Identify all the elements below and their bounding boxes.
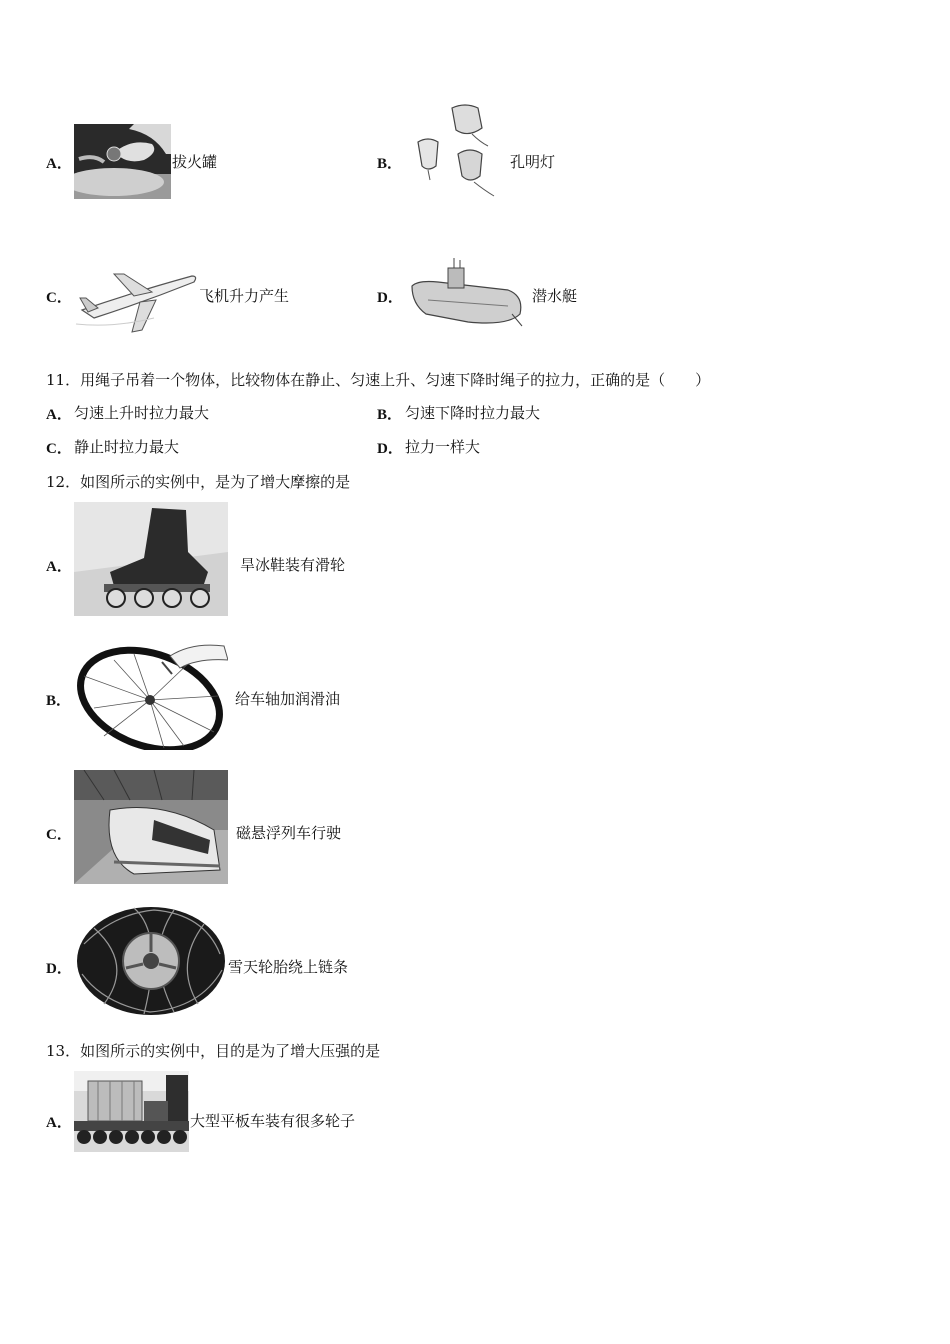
submarine-icon — [408, 256, 526, 336]
option-letter: B． — [46, 693, 72, 709]
sky-lanterns-icon — [410, 102, 500, 200]
option-letter: A． — [46, 559, 72, 575]
flatbed-truck-icon — [74, 1071, 189, 1152]
airplane-icon — [74, 262, 199, 340]
option-letter: D． — [46, 961, 72, 977]
question-stem: 12．如图所示的实例中，是为了增大摩擦的是 — [46, 473, 351, 491]
bicycle-wheel-icon — [74, 636, 228, 750]
option-letter: B． — [377, 407, 403, 423]
option-letter: A． — [46, 156, 72, 172]
option-text: 拔火罐 — [172, 153, 218, 171]
option-text: 雪天轮胎绕上链条 — [228, 958, 349, 976]
option-text: 磁悬浮列车行驶 — [236, 824, 342, 842]
cupping-photo-icon — [74, 124, 171, 199]
option-text: 静止时拉力最大 — [74, 438, 180, 456]
option-letter: A． — [46, 407, 72, 423]
option-letter: C． — [46, 827, 72, 843]
question-stem: 11．用绳子吊着一个物体，比较物体在静止、匀速上升、匀速下降时绳子的拉力，正确的是（ ） — [46, 371, 711, 389]
option-text: 匀速下降时拉力最大 — [405, 404, 541, 422]
option-letter: D． — [377, 441, 403, 457]
tire-chain-icon — [74, 904, 228, 1018]
option-text: 给车轴加润滑油 — [235, 690, 341, 708]
option-text: 拉力一样大 — [405, 438, 481, 456]
option-letter: A． — [46, 1115, 72, 1131]
maglev-train-icon — [74, 770, 228, 884]
option-text: 匀速上升时拉力最大 — [74, 404, 210, 422]
option-text: 大型平板车装有很多轮子 — [190, 1112, 356, 1130]
option-letter: B． — [377, 156, 403, 172]
option-text: 旱冰鞋装有滑轮 — [240, 556, 346, 574]
option-text: 孔明灯 — [510, 153, 556, 171]
option-letter: C． — [46, 290, 72, 306]
option-text: 飞机升力产生 — [199, 287, 290, 305]
option-letter: C． — [46, 441, 72, 457]
option-letter: D． — [377, 290, 403, 306]
option-text: 潜水艇 — [532, 287, 578, 305]
roller-skate-icon — [74, 502, 228, 616]
question-stem: 13．如图所示的实例中，目的是为了增大压强的是 — [46, 1042, 381, 1060]
